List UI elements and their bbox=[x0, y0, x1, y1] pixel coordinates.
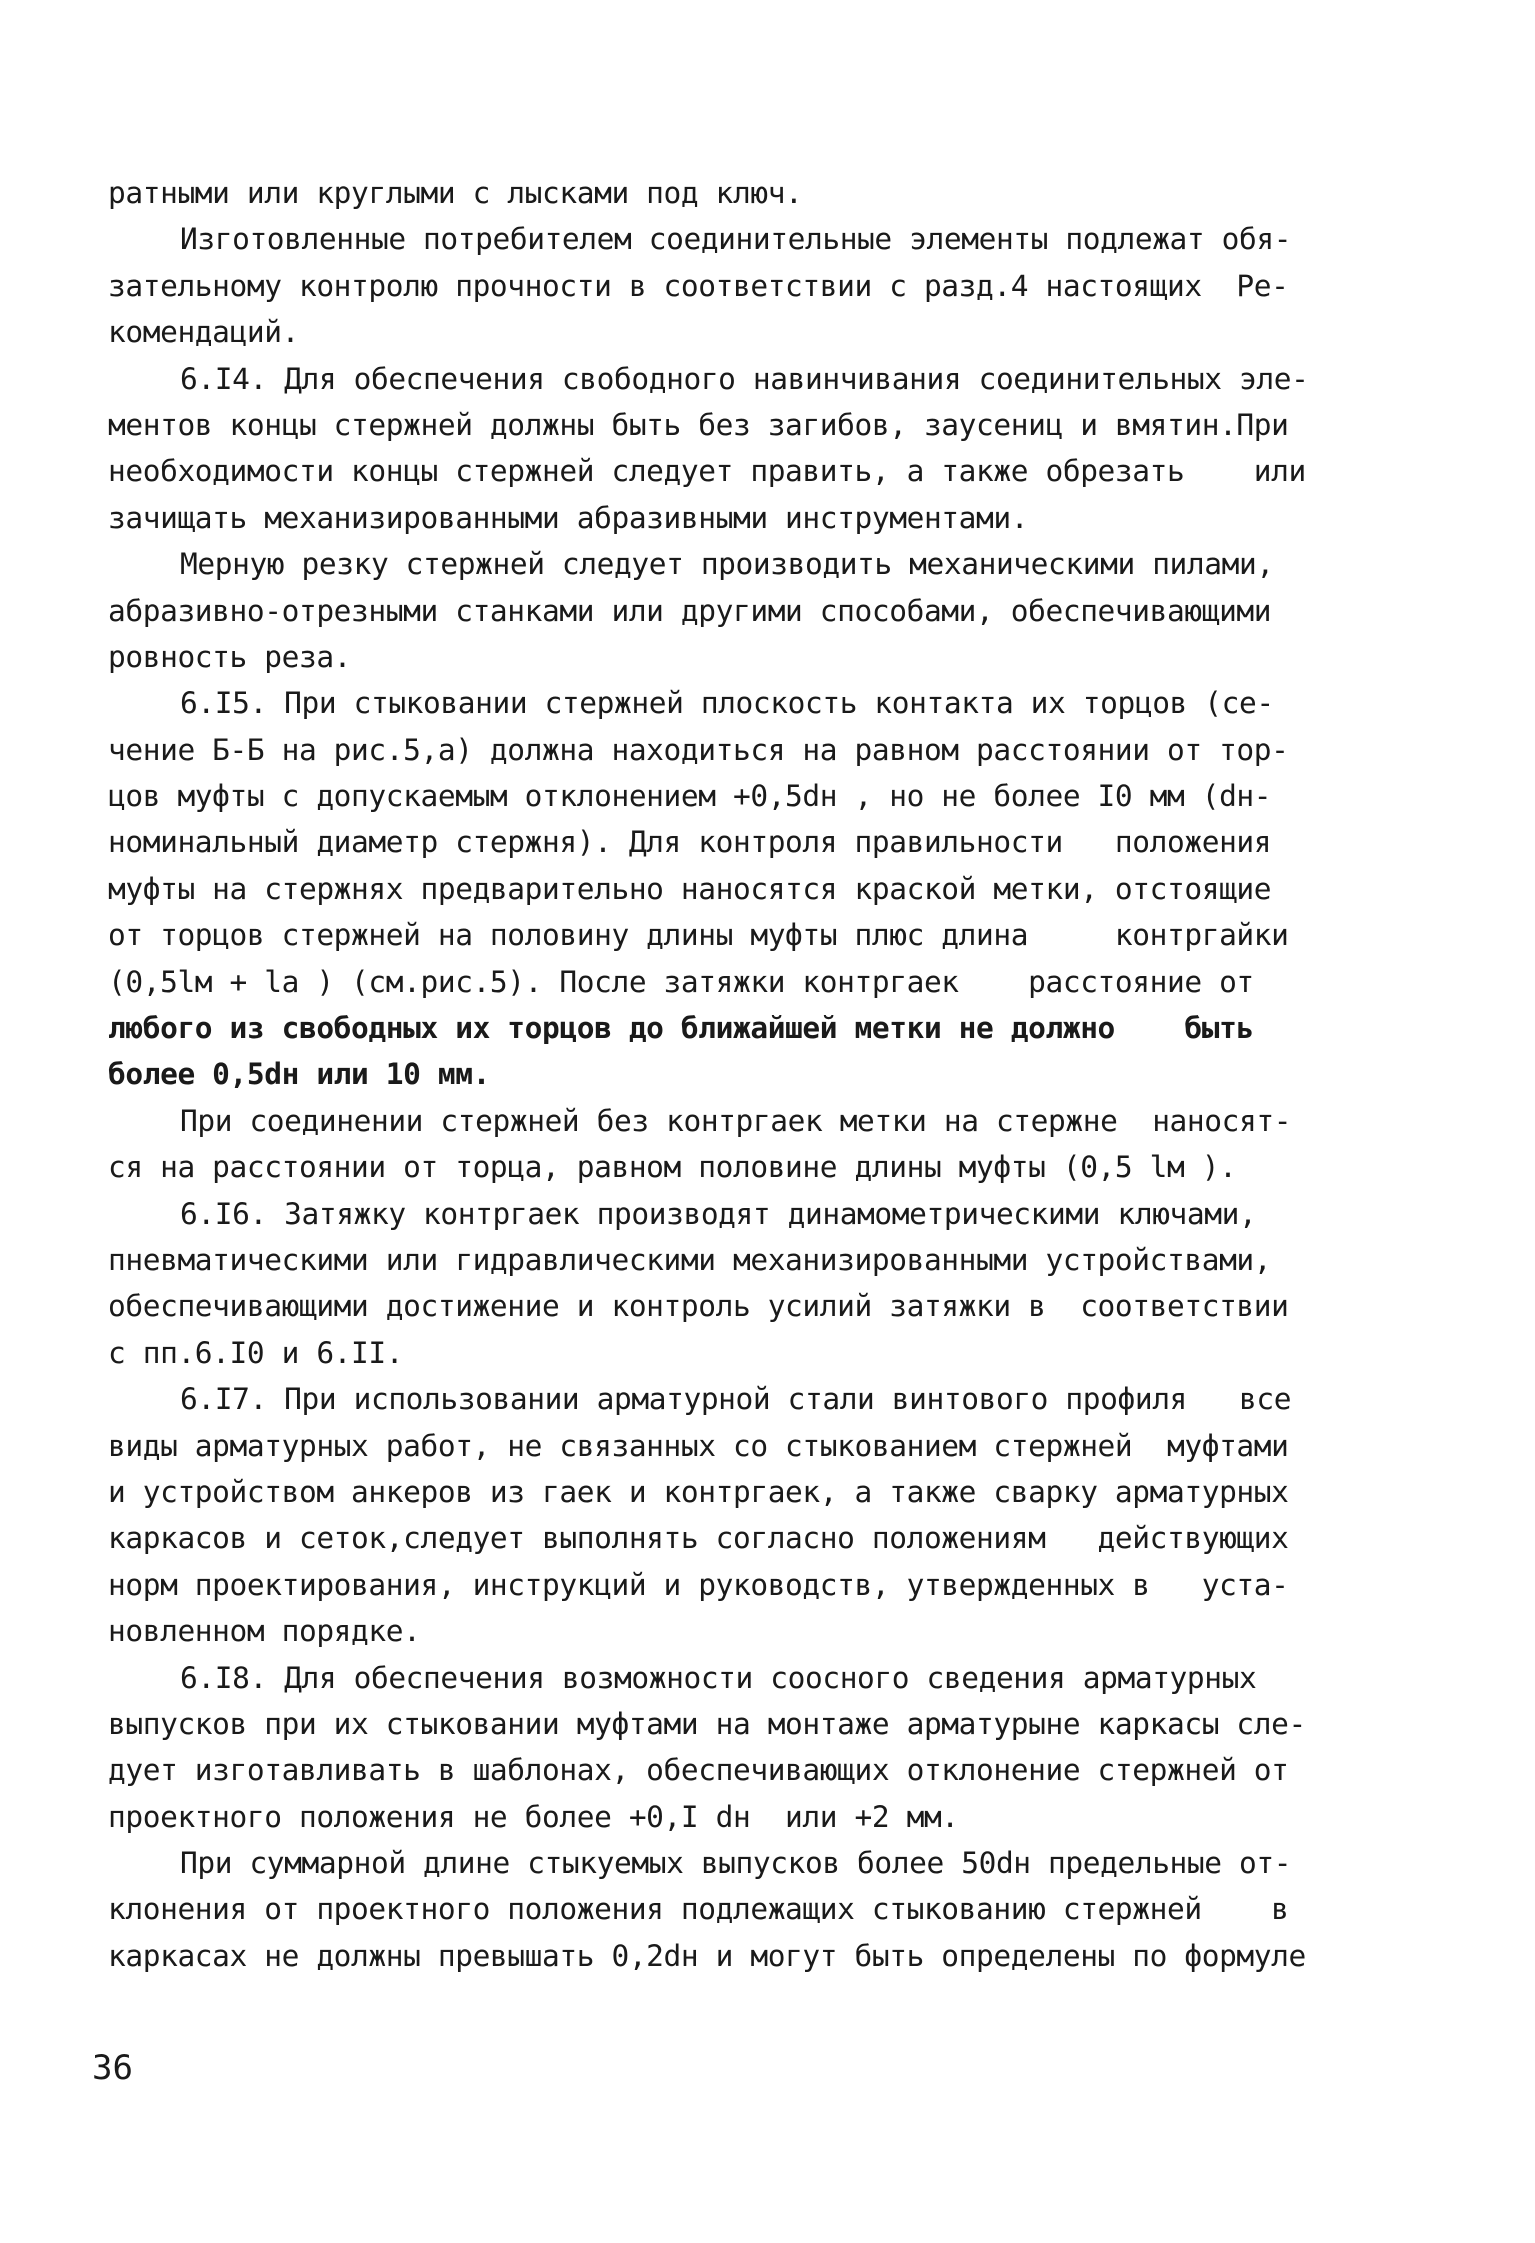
text-line: необходимости концы стержней следует править, а также обрезать или bbox=[108, 454, 1306, 489]
text-line: 6.I7. При использовании арматурной стали винтового профиля все bbox=[180, 1382, 1292, 1417]
text-line: (0,5lм + lа ) (см.рис.5). После затяжки контргаек расстояние от bbox=[108, 964, 1254, 999]
text-line: зачищать механизированными абразивными инструментами. bbox=[108, 500, 1029, 535]
text-body bbox=[108, 170, 1438, 1979]
text-line: каркасах не должны превышать 0,2dн и могут быть определены по формуле bbox=[108, 1938, 1306, 1973]
text-line: выпусков при их стыковании муфтами на монтаже арматурыне каркасы сле- bbox=[108, 1706, 1306, 1741]
text-line: При суммарной длине стыкуемых выпусков более 50dн предельные от- bbox=[180, 1846, 1292, 1881]
text-line: клонения от проектного положения подлежащих стыкованию стержней в bbox=[108, 1892, 1289, 1927]
text-line: дует изготавливать в шаблонах, обеспечивающих отклонение стержней от bbox=[108, 1753, 1289, 1788]
text-line: 6.I6. Затяжку контргаек производят динамометрическими ключами, bbox=[180, 1196, 1257, 1231]
text-line: ратными или круглыми с лысками под ключ. bbox=[108, 176, 803, 210]
text-line: пневматическими или гидравлическими механизированными устройствами, bbox=[108, 1242, 1272, 1277]
text-line: Изготовленные потребителем соединительные элементы подлежат обя- bbox=[180, 222, 1292, 257]
text-line: муфты на стержнях предварительно наносятся краской метки, отстоящие bbox=[108, 871, 1272, 906]
page-number: 36 bbox=[92, 2048, 133, 2088]
text-line: ся на расстоянии от торца, равном половине длины муфты (0,5 lм ). bbox=[108, 1150, 1237, 1185]
text-line: ровность реза. bbox=[108, 639, 352, 674]
text-line: 6.I8. Для обеспечения возможности соосного сведения арматурных bbox=[180, 1660, 1257, 1695]
text-line: зательному контролю прочности в соответствии с разд.4 настоящих Ре- bbox=[108, 268, 1289, 303]
text-line: абразивно-отрезными станками или другими способами, обеспечивающими bbox=[108, 593, 1272, 628]
text-line: Мерную резку стержней следует производить механическими пилами, bbox=[180, 547, 1274, 582]
text-line: обеспечивающими достижение и контроль усилий затяжки в соответствии bbox=[108, 1289, 1289, 1324]
text-line: комендаций. bbox=[108, 315, 299, 350]
text-line: проектного положения не более +0,I dн или +2 мм. bbox=[108, 1799, 959, 1834]
text-line: любого из свободных их торцов до ближайшей метки не должно быть bbox=[108, 1011, 1254, 1046]
text-line: норм проектирования, инструкций и руководств, утвержденных в уста- bbox=[108, 1567, 1289, 1602]
text-line: более 0,5dн или 10 мм. bbox=[108, 1057, 490, 1092]
text-line: 6.I5. При стыковании стержней плоскость контакта их торцов (се- bbox=[180, 686, 1274, 721]
text-line: При соединении стержней без контргаек метки на стержне наносят- bbox=[180, 1103, 1292, 1138]
text-line: с пп.6.I0 и 6.II. bbox=[108, 1335, 404, 1370]
text-line: от торцов стержней на половину длины муфты плюс длина контргайки bbox=[108, 918, 1289, 953]
text-line: чение Б-Б на рис.5,а) должна находиться на равном расстоянии от тор- bbox=[108, 732, 1289, 767]
document-page bbox=[108, 170, 1438, 1979]
text-line: номинальный диаметр стержня). Для контроля правильности положения bbox=[108, 825, 1272, 860]
text-line: цов муфты с допускаемым отклонением +0,5dн , но не более I0 мм (dн- bbox=[108, 779, 1272, 814]
text-line: и устройством анкеров из гаек и контргаек, а также сварку арматурных bbox=[108, 1474, 1289, 1509]
text-line: 6.I4. Для обеспечения свободного навинчивания соединительных эле- bbox=[180, 361, 1309, 396]
text-line: каркасов и сеток,следует выполнять согласно положениям действующих bbox=[108, 1521, 1289, 1556]
text-line: новленном порядке. bbox=[108, 1614, 421, 1649]
text-line: ментов концы стержней должны быть без загибов, заусениц и вмятин.При bbox=[108, 407, 1289, 442]
text-line: виды арматурных работ, не связанных со стыкованием стержней муфтами bbox=[108, 1428, 1289, 1463]
